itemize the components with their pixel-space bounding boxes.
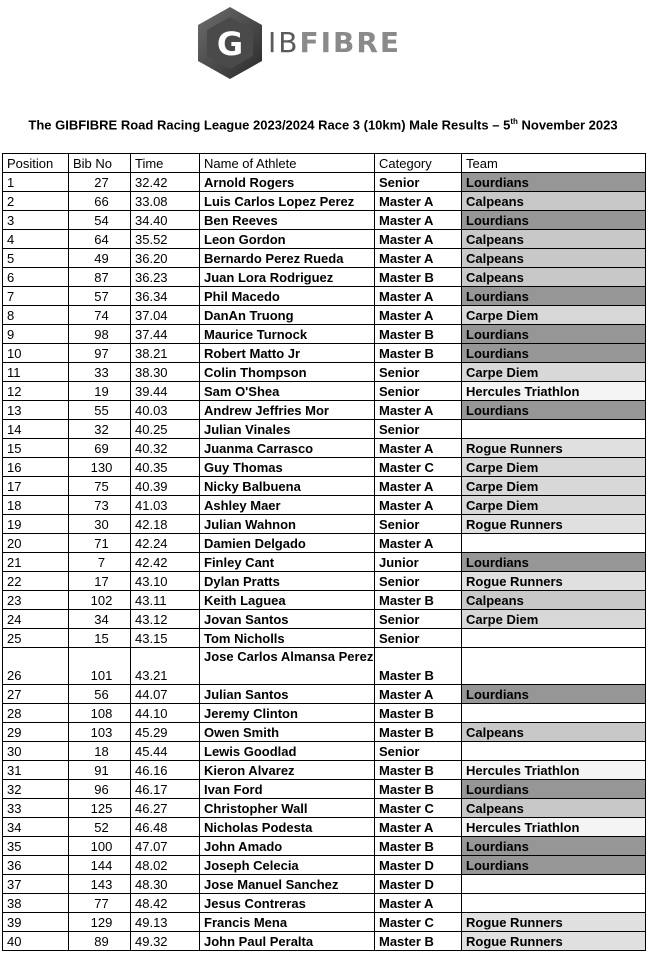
bib-cell: 15 bbox=[69, 629, 131, 648]
position-cell: 21 bbox=[3, 553, 69, 572]
table-header-row bbox=[3, 154, 646, 173]
category-cell: Master B bbox=[375, 325, 462, 344]
athlete-name-cell: Dylan Pratts bbox=[200, 572, 375, 591]
bib-cell: 7 bbox=[69, 553, 131, 572]
position-cell: 40 bbox=[3, 932, 69, 951]
table-row bbox=[3, 742, 646, 761]
position-cell: 20 bbox=[3, 534, 69, 553]
table-row bbox=[3, 477, 646, 496]
athlete-name-cell: Ben Reeves bbox=[200, 211, 375, 230]
table-row bbox=[3, 268, 646, 287]
bib-cell: 143 bbox=[69, 875, 131, 894]
team-cell: Rogue Runners bbox=[462, 913, 646, 932]
bib-cell: 101 bbox=[69, 648, 131, 685]
bib-cell: 27 bbox=[69, 173, 131, 192]
category-cell: Master A bbox=[375, 249, 462, 268]
table-row bbox=[3, 837, 646, 856]
table-row bbox=[3, 799, 646, 818]
header-time: Time bbox=[131, 154, 200, 173]
category-cell: Master A bbox=[375, 496, 462, 515]
team-cell: Lourdians bbox=[462, 553, 646, 572]
athlete-name-cell: Phil Macedo bbox=[200, 287, 375, 306]
team-cell: Lourdians bbox=[462, 685, 646, 704]
category-cell: Master B bbox=[375, 761, 462, 780]
time-cell: 46.17 bbox=[131, 780, 200, 799]
table-row bbox=[3, 572, 646, 591]
athlete-name-cell: Ivan Ford bbox=[200, 780, 375, 799]
team-cell: Lourdians bbox=[462, 211, 646, 230]
team-cell: Carpe Diem bbox=[462, 458, 646, 477]
position-cell: 38 bbox=[3, 894, 69, 913]
team-cell bbox=[462, 894, 646, 913]
gibfibre-logo bbox=[192, 5, 437, 81]
position-cell: 9 bbox=[3, 325, 69, 344]
table-row bbox=[3, 780, 646, 799]
athlete-name-cell: Ashley Maer bbox=[200, 496, 375, 515]
position-cell: 12 bbox=[3, 382, 69, 401]
team-cell: Lourdians bbox=[462, 287, 646, 306]
team-cell: Carpe Diem bbox=[462, 610, 646, 629]
table-row bbox=[3, 629, 646, 648]
athlete-name-cell: Finley Cant bbox=[200, 553, 375, 572]
athlete-name-cell: John Paul Peralta bbox=[200, 932, 375, 951]
bib-cell: 125 bbox=[69, 799, 131, 818]
time-cell: 47.07 bbox=[131, 837, 200, 856]
time-cell: 40.35 bbox=[131, 458, 200, 477]
bib-cell: 96 bbox=[69, 780, 131, 799]
category-cell: Master A bbox=[375, 287, 462, 306]
athlete-name-cell: Damien Delgado bbox=[200, 534, 375, 553]
category-cell: Master B bbox=[375, 837, 462, 856]
athlete-name-cell: Bernardo Perez Rueda bbox=[200, 249, 375, 268]
table-row bbox=[3, 382, 646, 401]
time-cell: 38.21 bbox=[131, 344, 200, 363]
position-cell: 28 bbox=[3, 704, 69, 723]
bib-cell: 66 bbox=[69, 192, 131, 211]
results-table bbox=[2, 153, 646, 951]
category-cell: Master A bbox=[375, 534, 462, 553]
time-cell: 49.13 bbox=[131, 913, 200, 932]
category-cell: Senior bbox=[375, 610, 462, 629]
bib-cell: 55 bbox=[69, 401, 131, 420]
position-cell: 19 bbox=[3, 515, 69, 534]
category-cell: Senior bbox=[375, 363, 462, 382]
team-cell: Carpe Diem bbox=[462, 496, 646, 515]
bib-cell: 75 bbox=[69, 477, 131, 496]
bib-cell: 108 bbox=[69, 704, 131, 723]
table-row bbox=[3, 704, 646, 723]
category-cell: Master B bbox=[375, 648, 462, 685]
category-cell: Master A bbox=[375, 439, 462, 458]
team-cell: Calpeans bbox=[462, 268, 646, 287]
bib-cell: 19 bbox=[69, 382, 131, 401]
athlete-name-cell: Luis Carlos Lopez Perez bbox=[200, 192, 375, 211]
team-cell: Calpeans bbox=[462, 249, 646, 268]
position-cell: 14 bbox=[3, 420, 69, 439]
logo-text-ib: IB bbox=[268, 26, 300, 59]
athlete-name-cell: Arnold Rogers bbox=[200, 173, 375, 192]
table-row bbox=[3, 420, 646, 439]
logo-text-fibre: FIBRE bbox=[299, 26, 402, 59]
time-cell: 43.12 bbox=[131, 610, 200, 629]
title-date-suffix: November 2023 bbox=[517, 117, 618, 133]
position-cell: 34 bbox=[3, 818, 69, 837]
athlete-name-cell: Leon Gordon bbox=[200, 230, 375, 249]
table-row bbox=[3, 211, 646, 230]
athlete-name-cell: Colin Thompson bbox=[200, 363, 375, 382]
time-cell: 40.25 bbox=[131, 420, 200, 439]
time-cell: 38.30 bbox=[131, 363, 200, 382]
position-cell: 8 bbox=[3, 306, 69, 325]
bib-cell: 69 bbox=[69, 439, 131, 458]
position-cell: 32 bbox=[3, 780, 69, 799]
athlete-name-cell: Guy Thomas bbox=[200, 458, 375, 477]
bib-cell: 64 bbox=[69, 230, 131, 249]
athlete-name-cell: Jeremy Clinton bbox=[200, 704, 375, 723]
category-cell: Master C bbox=[375, 799, 462, 818]
team-cell: Rogue Runners bbox=[462, 572, 646, 591]
bib-cell: 32 bbox=[69, 420, 131, 439]
athlete-name-cell: Jovan Santos bbox=[200, 610, 375, 629]
title-ordinal-suffix: th bbox=[510, 117, 518, 126]
position-cell: 37 bbox=[3, 875, 69, 894]
athlete-name-cell: Owen Smith bbox=[200, 723, 375, 742]
time-cell: 35.52 bbox=[131, 230, 200, 249]
bib-cell: 130 bbox=[69, 458, 131, 477]
table-row bbox=[3, 610, 646, 629]
category-cell: Master B bbox=[375, 591, 462, 610]
bib-cell: 87 bbox=[69, 268, 131, 287]
position-cell: 36 bbox=[3, 856, 69, 875]
time-cell: 44.07 bbox=[131, 685, 200, 704]
team-cell bbox=[462, 742, 646, 761]
position-cell: 17 bbox=[3, 477, 69, 496]
time-cell: 39.44 bbox=[131, 382, 200, 401]
athlete-name-cell: Jose Carlos Almansa Perez bbox=[200, 648, 375, 685]
position-cell: 16 bbox=[3, 458, 69, 477]
athlete-name-cell: Maurice Turnock bbox=[200, 325, 375, 344]
time-cell: 42.18 bbox=[131, 515, 200, 534]
header-name-of-athlete: Name of Athlete bbox=[200, 154, 375, 173]
bib-cell: 144 bbox=[69, 856, 131, 875]
category-cell: Senior bbox=[375, 420, 462, 439]
time-cell: 36.34 bbox=[131, 287, 200, 306]
position-cell: 29 bbox=[3, 723, 69, 742]
category-cell: Master A bbox=[375, 477, 462, 496]
position-cell: 5 bbox=[3, 249, 69, 268]
team-cell: Hercules Triathlon bbox=[462, 761, 646, 780]
athlete-name-cell: Robert Matto Jr bbox=[200, 344, 375, 363]
category-cell: Senior bbox=[375, 629, 462, 648]
category-cell: Master C bbox=[375, 458, 462, 477]
bib-cell: 34 bbox=[69, 610, 131, 629]
team-cell bbox=[462, 648, 646, 685]
team-cell bbox=[462, 420, 646, 439]
table-row bbox=[3, 287, 646, 306]
position-cell: 15 bbox=[3, 439, 69, 458]
bib-cell: 30 bbox=[69, 515, 131, 534]
time-cell: 46.48 bbox=[131, 818, 200, 837]
category-cell: Master B bbox=[375, 780, 462, 799]
team-cell bbox=[462, 704, 646, 723]
position-cell: 25 bbox=[3, 629, 69, 648]
table-row bbox=[3, 591, 646, 610]
table-row bbox=[3, 723, 646, 742]
bib-cell: 57 bbox=[69, 287, 131, 306]
category-cell: Master D bbox=[375, 875, 462, 894]
bib-cell: 49 bbox=[69, 249, 131, 268]
category-cell: Master A bbox=[375, 306, 462, 325]
time-cell: 37.04 bbox=[131, 306, 200, 325]
bib-cell: 17 bbox=[69, 572, 131, 591]
bib-cell: 100 bbox=[69, 837, 131, 856]
team-cell: Hercules Triathlon bbox=[462, 382, 646, 401]
table-row bbox=[3, 249, 646, 268]
bib-cell: 77 bbox=[69, 894, 131, 913]
team-cell: Rogue Runners bbox=[462, 515, 646, 534]
bib-cell: 91 bbox=[69, 761, 131, 780]
team-cell: Carpe Diem bbox=[462, 363, 646, 382]
position-cell: 13 bbox=[3, 401, 69, 420]
time-cell: 48.30 bbox=[131, 875, 200, 894]
athlete-name-cell: Jesus Contreras bbox=[200, 894, 375, 913]
category-cell: Senior bbox=[375, 515, 462, 534]
team-cell bbox=[462, 534, 646, 553]
position-cell: 4 bbox=[3, 230, 69, 249]
team-cell: Hercules Triathlon bbox=[462, 818, 646, 837]
time-cell: 42.42 bbox=[131, 553, 200, 572]
team-cell: Lourdians bbox=[462, 344, 646, 363]
time-cell: 49.32 bbox=[131, 932, 200, 951]
table-row bbox=[3, 875, 646, 894]
results-body bbox=[3, 173, 646, 951]
category-cell: Master A bbox=[375, 211, 462, 230]
time-cell: 44.10 bbox=[131, 704, 200, 723]
time-cell: 37.44 bbox=[131, 325, 200, 344]
team-cell: Calpeans bbox=[462, 230, 646, 249]
athlete-name-cell: Nicky Balbuena bbox=[200, 477, 375, 496]
athlete-name-cell: DanAn Truong bbox=[200, 306, 375, 325]
time-cell: 42.24 bbox=[131, 534, 200, 553]
table-row bbox=[3, 173, 646, 192]
team-cell bbox=[462, 629, 646, 648]
position-cell: 10 bbox=[3, 344, 69, 363]
category-cell: Master B bbox=[375, 723, 462, 742]
time-cell: 40.32 bbox=[131, 439, 200, 458]
bib-cell: 74 bbox=[69, 306, 131, 325]
category-cell: Senior bbox=[375, 742, 462, 761]
time-cell: 46.16 bbox=[131, 761, 200, 780]
bib-cell: 89 bbox=[69, 932, 131, 951]
position-cell: 3 bbox=[3, 211, 69, 230]
athlete-name-cell: Francis Mena bbox=[200, 913, 375, 932]
team-cell: Lourdians bbox=[462, 780, 646, 799]
bib-cell: 52 bbox=[69, 818, 131, 837]
position-cell: 2 bbox=[3, 192, 69, 211]
position-cell: 6 bbox=[3, 268, 69, 287]
category-cell: Senior bbox=[375, 173, 462, 192]
team-cell: Rogue Runners bbox=[462, 439, 646, 458]
header-position: Position bbox=[3, 154, 69, 173]
time-cell: 45.29 bbox=[131, 723, 200, 742]
team-cell: Carpe Diem bbox=[462, 306, 646, 325]
position-cell: 24 bbox=[3, 610, 69, 629]
athlete-name-cell: Julian Wahnon bbox=[200, 515, 375, 534]
bib-cell: 103 bbox=[69, 723, 131, 742]
bib-cell: 73 bbox=[69, 496, 131, 515]
time-cell: 43.10 bbox=[131, 572, 200, 591]
position-cell: 1 bbox=[3, 173, 69, 192]
time-cell: 43.15 bbox=[131, 629, 200, 648]
athlete-name-cell: Juan Lora Rodriguez bbox=[200, 268, 375, 287]
category-cell: Master C bbox=[375, 913, 462, 932]
category-cell: Master A bbox=[375, 685, 462, 704]
title-text: The GIBFIBRE Road Racing League 2023/2024 Race 3 (10km) Male Results – 5 bbox=[28, 117, 511, 133]
category-cell: Master A bbox=[375, 192, 462, 211]
team-cell: Calpeans bbox=[462, 192, 646, 211]
table-row bbox=[3, 306, 646, 325]
team-cell: Lourdians bbox=[462, 173, 646, 192]
page-title bbox=[0, 117, 646, 132]
time-cell: 36.20 bbox=[131, 249, 200, 268]
table-row bbox=[3, 856, 646, 875]
category-cell: Master A bbox=[375, 894, 462, 913]
position-cell: 39 bbox=[3, 913, 69, 932]
position-cell: 26 bbox=[3, 648, 69, 685]
athlete-name-cell: Sam O'Shea bbox=[200, 382, 375, 401]
position-cell: 30 bbox=[3, 742, 69, 761]
category-cell: Master B bbox=[375, 932, 462, 951]
time-cell: 48.42 bbox=[131, 894, 200, 913]
table-row bbox=[3, 534, 646, 553]
category-cell: Junior bbox=[375, 553, 462, 572]
time-cell: 36.23 bbox=[131, 268, 200, 287]
table-row bbox=[3, 515, 646, 534]
athlete-name-cell: Julian Vinales bbox=[200, 420, 375, 439]
team-cell: Calpeans bbox=[462, 723, 646, 742]
bib-cell: 97 bbox=[69, 344, 131, 363]
header-category: Category bbox=[375, 154, 462, 173]
team-cell: Lourdians bbox=[462, 325, 646, 344]
athlete-name-cell: Christopher Wall bbox=[200, 799, 375, 818]
athlete-name-cell: Juanma Carrasco bbox=[200, 439, 375, 458]
table-row bbox=[3, 439, 646, 458]
position-cell: 11 bbox=[3, 363, 69, 382]
category-cell: Master B bbox=[375, 344, 462, 363]
table-row bbox=[3, 230, 646, 249]
bib-cell: 71 bbox=[69, 534, 131, 553]
time-cell: 48.02 bbox=[131, 856, 200, 875]
table-row bbox=[3, 192, 646, 211]
team-cell: Calpeans bbox=[462, 799, 646, 818]
athlete-name-cell: Jose Manuel Sanchez bbox=[200, 875, 375, 894]
time-cell: 41.03 bbox=[131, 496, 200, 515]
table-row bbox=[3, 818, 646, 837]
athlete-name-cell: Andrew Jeffries Mor bbox=[200, 401, 375, 420]
category-cell: Master B bbox=[375, 268, 462, 287]
bib-cell: 129 bbox=[69, 913, 131, 932]
table-row bbox=[3, 913, 646, 932]
logo-mark-letter: G bbox=[216, 25, 244, 63]
table-row bbox=[3, 894, 646, 913]
team-cell: Calpeans bbox=[462, 591, 646, 610]
time-cell: 46.27 bbox=[131, 799, 200, 818]
athlete-name-cell: Julian Santos bbox=[200, 685, 375, 704]
athlete-name-cell: Keith Laguea bbox=[200, 591, 375, 610]
table-row bbox=[3, 363, 646, 382]
team-cell: Lourdians bbox=[462, 837, 646, 856]
bib-cell: 54 bbox=[69, 211, 131, 230]
category-cell: Senior bbox=[375, 572, 462, 591]
logo-wordmark bbox=[268, 26, 401, 59]
position-cell: 31 bbox=[3, 761, 69, 780]
time-cell: 40.03 bbox=[131, 401, 200, 420]
position-cell: 33 bbox=[3, 799, 69, 818]
table-row bbox=[3, 685, 646, 704]
category-cell: Master B bbox=[375, 704, 462, 723]
time-cell: 34.40 bbox=[131, 211, 200, 230]
bib-cell: 18 bbox=[69, 742, 131, 761]
bib-cell: 102 bbox=[69, 591, 131, 610]
header-bib-no: Bib No bbox=[69, 154, 131, 173]
time-cell: 43.21 bbox=[131, 648, 200, 685]
bib-cell: 98 bbox=[69, 325, 131, 344]
team-cell: Carpe Diem bbox=[462, 477, 646, 496]
position-cell: 27 bbox=[3, 685, 69, 704]
athlete-name-cell: Kieron Alvarez bbox=[200, 761, 375, 780]
table-row bbox=[3, 458, 646, 477]
bib-cell: 56 bbox=[69, 685, 131, 704]
header-team: Team bbox=[462, 154, 646, 173]
time-cell: 32.42 bbox=[131, 173, 200, 192]
athlete-name-cell: Nicholas Podesta bbox=[200, 818, 375, 837]
athlete-name-cell: Joseph Celecia bbox=[200, 856, 375, 875]
table-row bbox=[3, 553, 646, 572]
team-cell bbox=[462, 875, 646, 894]
position-cell: 22 bbox=[3, 572, 69, 591]
position-cell: 35 bbox=[3, 837, 69, 856]
table-row bbox=[3, 648, 646, 685]
team-cell: Rogue Runners bbox=[462, 932, 646, 951]
table-row bbox=[3, 344, 646, 363]
table-row bbox=[3, 496, 646, 515]
category-cell: Master A bbox=[375, 818, 462, 837]
time-cell: 33.08 bbox=[131, 192, 200, 211]
athlete-name-cell: Lewis Goodlad bbox=[200, 742, 375, 761]
position-cell: 18 bbox=[3, 496, 69, 515]
table-row bbox=[3, 761, 646, 780]
table-row bbox=[3, 325, 646, 344]
hexagon-logo-icon bbox=[192, 5, 268, 81]
table-row bbox=[3, 932, 646, 951]
position-cell: 23 bbox=[3, 591, 69, 610]
time-cell: 45.44 bbox=[131, 742, 200, 761]
athlete-name-cell: John Amado bbox=[200, 837, 375, 856]
category-cell: Master A bbox=[375, 230, 462, 249]
table-row bbox=[3, 401, 646, 420]
time-cell: 43.11 bbox=[131, 591, 200, 610]
team-cell: Lourdians bbox=[462, 401, 646, 420]
position-cell: 7 bbox=[3, 287, 69, 306]
category-cell: Master A bbox=[375, 401, 462, 420]
category-cell: Senior bbox=[375, 382, 462, 401]
bib-cell: 33 bbox=[69, 363, 131, 382]
athlete-name-cell: Tom Nicholls bbox=[200, 629, 375, 648]
time-cell: 40.39 bbox=[131, 477, 200, 496]
category-cell: Master D bbox=[375, 856, 462, 875]
team-cell: Lourdians bbox=[462, 856, 646, 875]
